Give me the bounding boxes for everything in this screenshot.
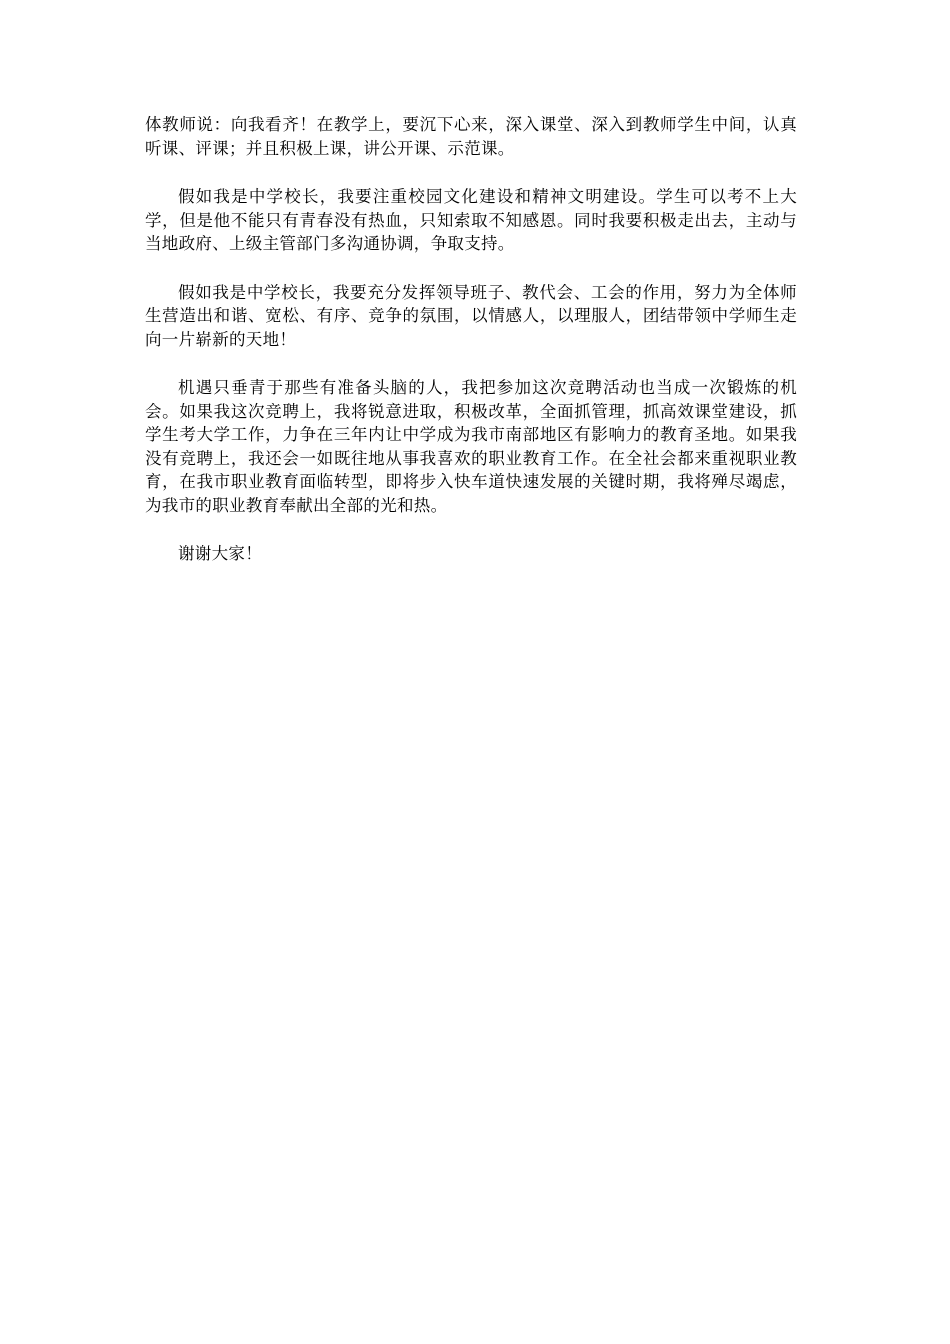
- paragraph-thanks: 谢谢大家！: [178, 544, 262, 563]
- document-page: [145, 113, 797, 591]
- paragraph-culture: 假如我是中学校长，我要注重校园文化建设和精神文明建设。学生可以考不上大学，但是他不能只有青春没有热血，只知索取不知感恩。同时我要积极走出去，主动与当地政府、上级主管部门多沟通协调，争取支持。: [145, 187, 797, 253]
- paragraph-continued: 体教师说：向我看齐！在教学上，要沉下心来，深入课堂、深入到教师学生中间，认真听课、评课；并且积极上课，讲公开课、示范课。: [145, 115, 797, 158]
- paragraph-opportunity: 机遇只垂青于那些有准备头脑的人，我把参加这次竞聘活动也当成一次锻炼的机会。如果我这次竞聘上，我将锐意进取，积极改革，全面抓管理，抓高效课堂建设，抓学生考大学工作，力争在三年内让中学成为我市南部地区有影响力的教育圣地。如果我没有竞聘上，我还会一如既往地从事我喜欢的职业教育工作。在全社会都来重视职业教育，在我市职业教育面临转型，即将步入快车道快速发展的关键时期，我将殚尽竭虑，为我市的职业教育奉献出全部的光和热。: [145, 378, 797, 515]
- paragraph-leadership: 假如我是中学校长，我要充分发挥领导班子、教代会、工会的作用，努力为全体师生营造出和谐、宽松、有序、竞争的氛围，以情感人，以理服人，团结带领中学师生走向一片崭新的天地！: [145, 282, 797, 349]
